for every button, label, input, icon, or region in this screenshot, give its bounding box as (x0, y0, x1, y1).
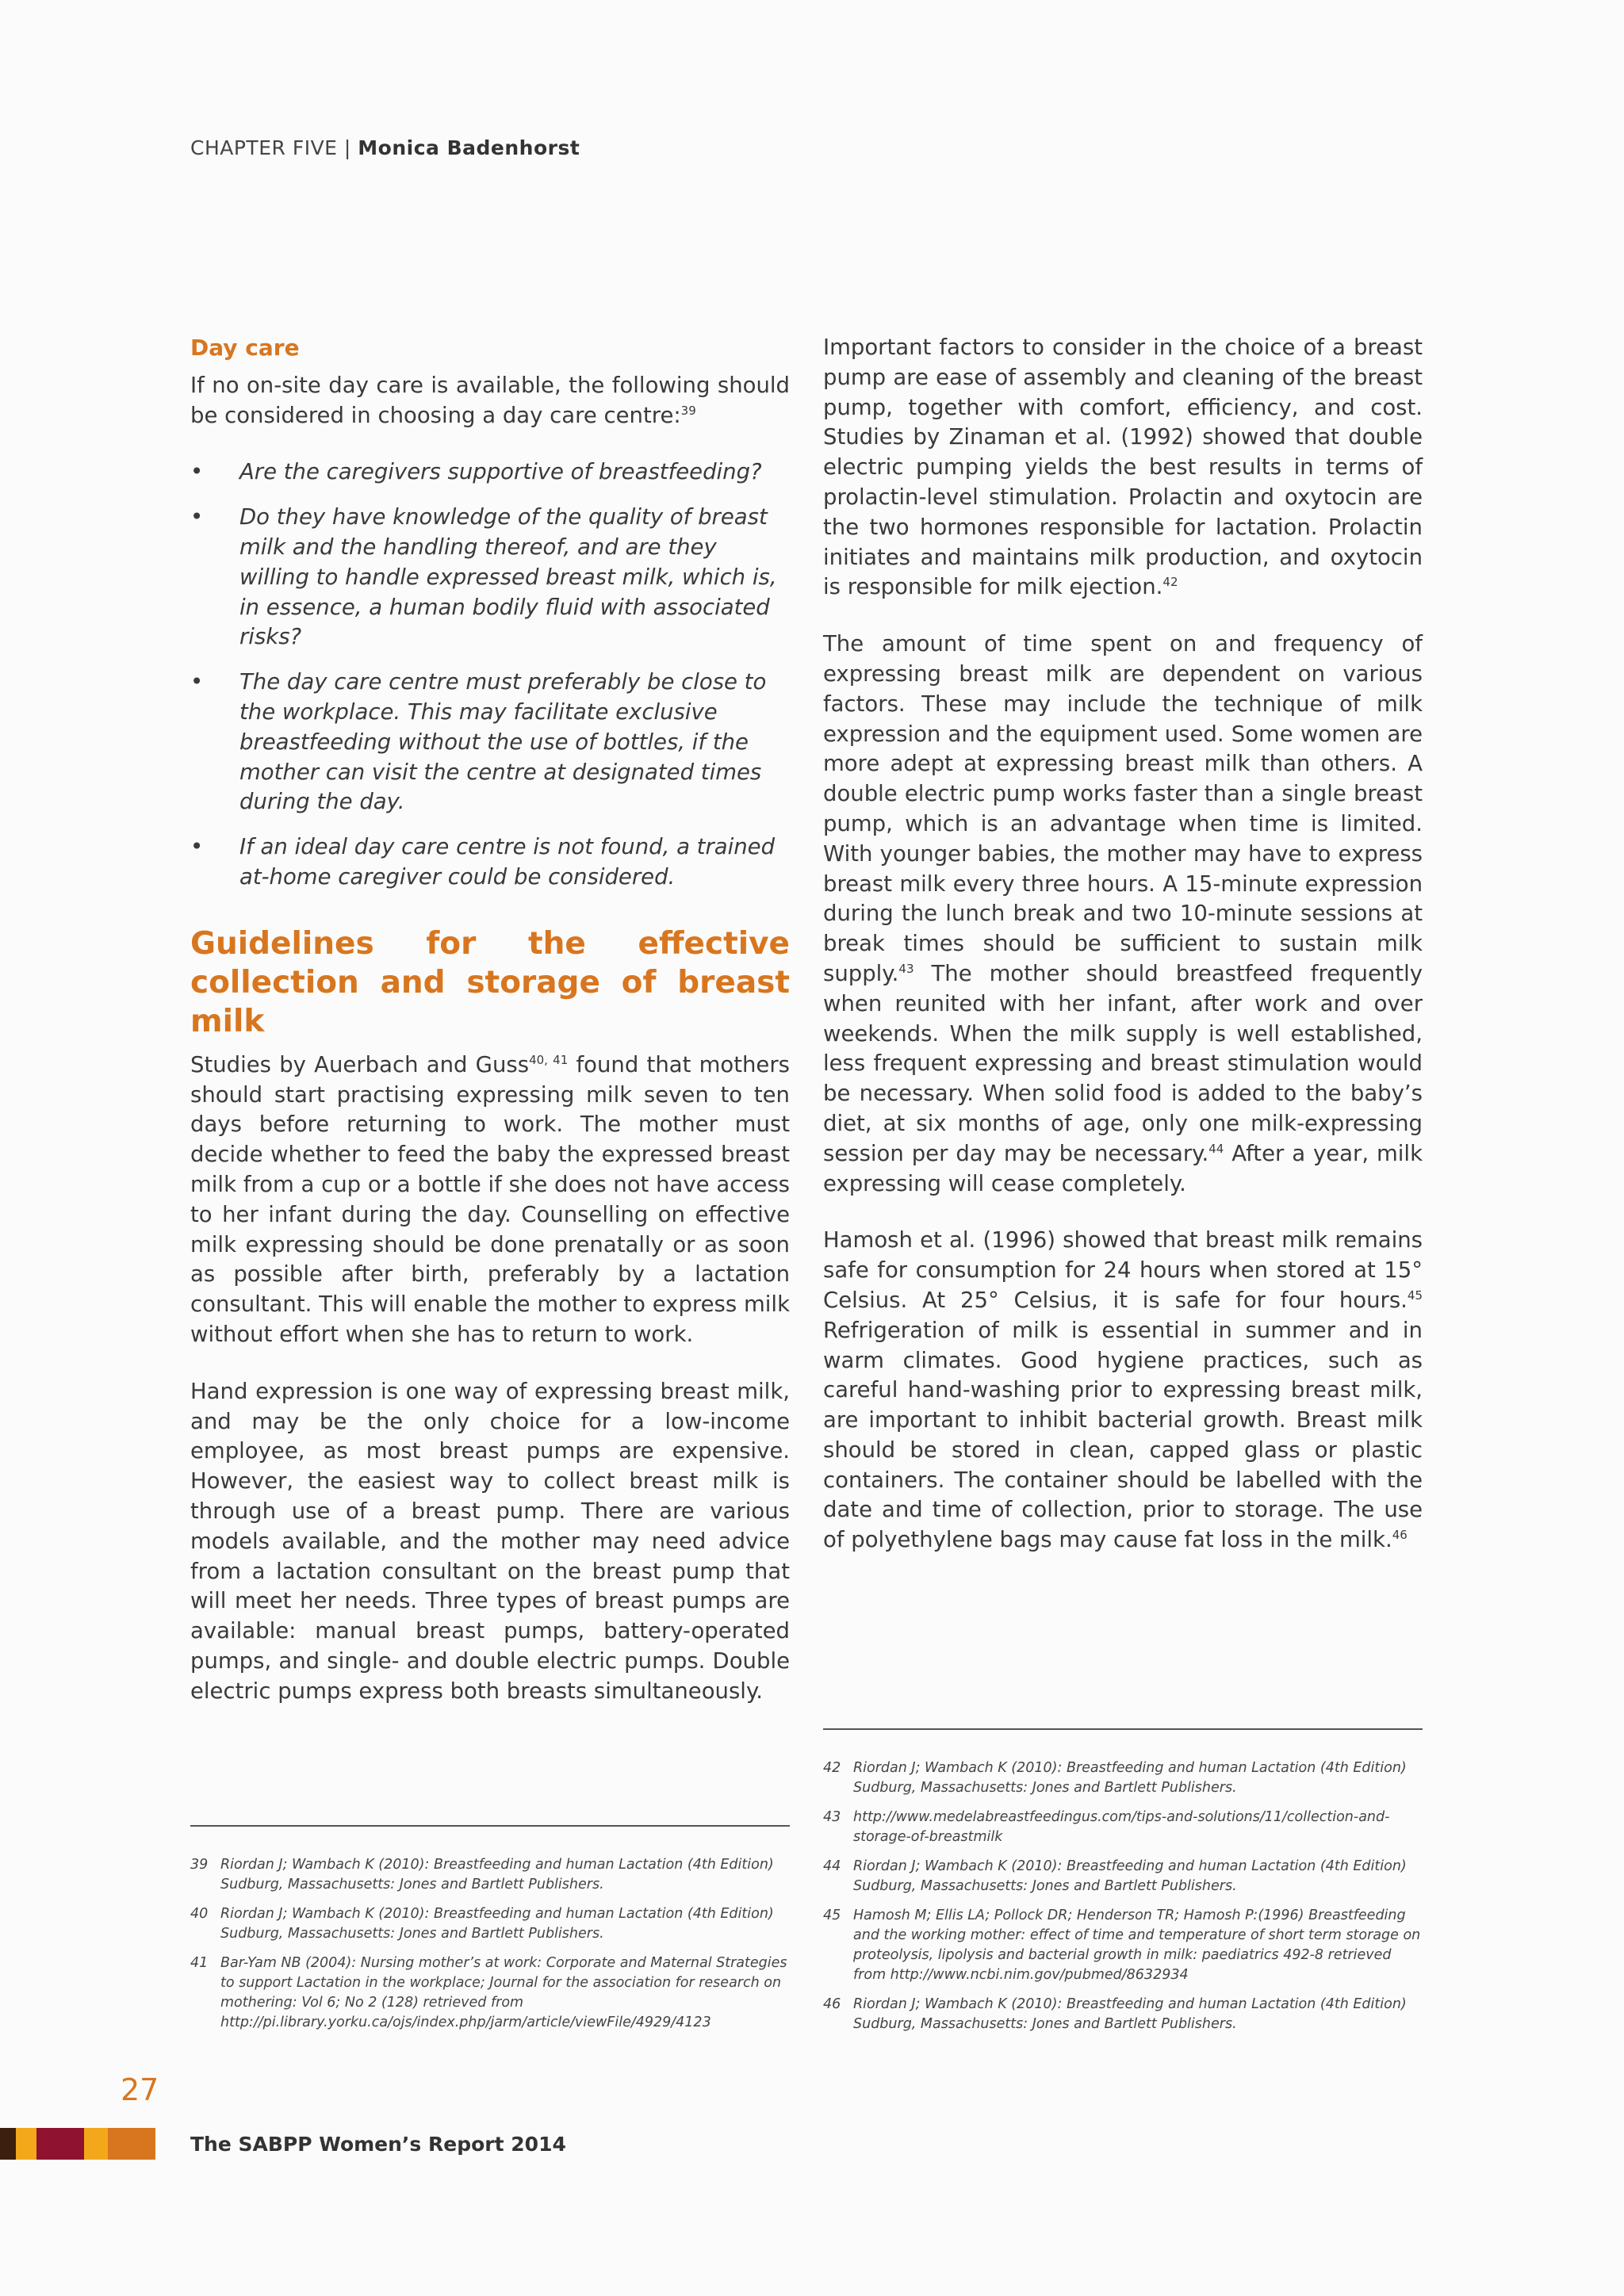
body-paragraph (823, 333, 1423, 603)
body-paragraph (190, 1050, 790, 1350)
footnote-item (823, 1857, 1423, 1896)
footnote-item (190, 1855, 790, 1895)
checklist-item: • Do they have knowledge of the quality of breast milk and the handling thereof, and are they willing to handle expressed breast milk, which is, in essence, a human bodily fluid with associated risks? (190, 503, 790, 652)
footnote-ref: 44 (1208, 1141, 1224, 1156)
footnote-number: 44 (823, 1858, 841, 1874)
stripe-block (108, 2128, 155, 2160)
chapter-label: CHAPTER FIVE (190, 136, 338, 159)
stripe-block (16, 2128, 36, 2160)
stripe-block (84, 2128, 108, 2160)
author-name: Monica Badenhorst (358, 136, 580, 159)
body-paragraph (823, 629, 1423, 1199)
checklist-item: • The day care centre must preferably be close to the workplace. This may facilitate exclusive breastfeeding without the use of bottles, if the mother can visit the centre at designated times during the day. (190, 668, 790, 817)
paragraph-text: The amount of time spent on and frequency of expressing breast milk are dependent on various factors. These may include the technique of milk expression and the equipment used. Some women are more adept at expressing breast milk than others. A double electric pump works faster than a single breast pump, which is an advantage when time is limited. With younger babies, the mother may have to express breast milk every three hours. A 15-minute expression during the lunch break and two 10-minute sessions at break times should be sufficient to sustain milk supply. (823, 631, 1423, 986)
daycare-heading: Day care (190, 335, 300, 361)
footnote-number: 39 (190, 1857, 209, 1873)
footnote-number: 43 (823, 1809, 841, 1825)
footnote-item (190, 1904, 790, 1944)
checklist-item: • If an ideal day care centre is not found, a trained at-home caregiver could be considered. (190, 832, 790, 893)
footnote-text: Hamosh M; Ellis LA; Pollock DR; Henderson TR; Hamosh P:(1996) Breastfeeding and the working mother: effect of time and temperature of short term storage on proteolysis, lipolysis and bacterial growth in milk: paediatrics 492-8 retrieved from http://www.ncbi.nim.gov/pubmed/8632934 (853, 1908, 1421, 1983)
footnote-number: 42 (823, 1760, 841, 1776)
footnote-text: Bar-Yam NB (2004): Nursing mother’s at work: Corporate and Maternal Strategies to support Lactation in the workplace; Journal for the association for research on mothering: Vol 6; No 2 (128) retrieved from http://pi.library.yorku.ca/ojs/index.php/jarm/article/viewFile/4929/4123 (220, 1955, 787, 2030)
checklist-item: • Are the caregivers supportive of breastfeeding? (190, 457, 790, 488)
footnote-text: Riordan J; Wambach K (2010): Breastfeeding and human Lactation (4th Edition) Sudburg, Massachusetts: Jones and Bartlett Publishers. (853, 1996, 1407, 2032)
footnote-text: Riordan J; Wambach K (2010): Breastfeeding and human Lactation (4th Edition) Sudburg, Massachusetts: Jones and Bartlett Publishers. (853, 1760, 1407, 1796)
body-paragraph: Hand expression is one way of expressing breast milk, and may be the only choice for a low-income employee, as most breast pumps are expensive. However, the easiest way to collect breast milk is through use of a breast pump. There are various models available, and the mother may need advice from a lactation consultant on the breast pump that will meet her needs. Three types of breast pumps are available: manual breast pumps, battery-operated pumps, and single- and double electric pumps. Double electric pumps express both breasts simultaneously. (190, 1378, 790, 1704)
page-number: 27 (121, 2072, 159, 2107)
footnotes-left (190, 1855, 790, 2042)
footnote-item (190, 1954, 790, 2033)
footnote-item (823, 1808, 1423, 1847)
paragraph-text: The mother should breastfeed frequently when reunited with her infant, after work and over weekends. When the milk supply is well established, less frequent expressing and breast stimulation would be necessary. When solid food is added to the baby’s diet, at six months of age, only one milk-expressing session per day may be necessary. (823, 960, 1423, 1166)
stripe-block (0, 2128, 16, 2160)
chapter-header (190, 136, 580, 159)
footnote-number: 45 (823, 1908, 841, 1923)
body-paragraph (823, 1226, 1423, 1556)
footnote-ref: 42 (1162, 575, 1178, 590)
footnote-item (823, 1995, 1423, 2034)
paragraph-text: After a year, milk expressing will cease completely. (823, 1140, 1423, 1196)
right-column (823, 333, 1423, 1582)
footnote-item (823, 1758, 1423, 1798)
footnote-ref: 46 (1392, 1528, 1408, 1543)
footnote-text: http://www.medelabreastfeedingus.com/tips-and-solutions/11/collection-and-storage-of-breastmilk (853, 1809, 1390, 1845)
guidelines-heading: Guidelines for the effective collection and storage of breast milk (190, 925, 790, 1039)
paragraph-text: Hamosh et al. (1996) showed that breast milk remains safe for consumption for 24 hours when stored at 15° Celsius. At 25° Celsius, it is safe for four hours. (823, 1227, 1423, 1313)
left-column (190, 333, 790, 1733)
footnote-ref: 40, 41 (529, 1052, 569, 1067)
header-separator: | (337, 136, 358, 159)
footnote-text: Riordan J; Wambach K (2010): Breastfeeding and human Lactation (4th Edition) Sudburg, Massachusetts: Jones and Bartlett Publishers. (853, 1858, 1407, 1894)
footnote-ref: 39 (680, 403, 696, 418)
daycare-checklist (190, 457, 790, 892)
paragraph-text: found that mothers should start practising expressing milk seven to ten days before returning to work. The mother must decide whether to feed the baby the expressed breast milk from a cup or a bottle if she does not have access to her infant during the day. Counselling on effective milk expressing should be done prenatally or as soon as possible after birth, preferably by a lactation consultant. This will enable the mother to express milk without effort when she has to return to work. (190, 1051, 790, 1347)
paragraph-text: Important factors to consider in the choice of a breast pump are ease of assembly and cleaning of the breast pump, together with comfort, efficiency, and cost. Studies by Zinaman et al. (1992) showed that double electric pumping yields the best results in terms of prolactin-level stimulation. Prolactin and oxytocin are the two hormones responsible for lactation. Prolactin initiates and maintains milk production, and oxytocin is responsible for milk ejection. (823, 335, 1423, 600)
footnote-item (823, 1906, 1423, 1985)
report-title: The SABPP Women’s Report 2014 (190, 2133, 566, 2156)
footnote-ref: 43 (898, 961, 914, 976)
daycare-intro-text: If no on-site day care is available, the following should be considered in choosing a day care centre: (190, 372, 790, 428)
daycare-intro (190, 371, 790, 431)
footnote-text: Riordan J; Wambach K (2010): Breastfeeding and human Lactation (4th Edition) Sudburg, Massachusetts: Jones and Bartlett Publishers. (220, 1906, 774, 1942)
footnote-divider (190, 1825, 790, 1827)
footnote-ref: 45 (1407, 1288, 1423, 1303)
paragraph-text: Refrigeration of milk is essential in summer and in warm climates. Good hygiene practices, such as careful hand-washing prior to expressing breast milk, are important to inhibit bacterial growth. Breast milk should be stored in clean, capped glass or plastic containers. The container should be labelled with the date and time of collection, prior to storage. The use of polyethylene bags may cause fat loss in the milk. (823, 1317, 1423, 1553)
footnote-divider (823, 1728, 1423, 1730)
footnote-number: 40 (190, 1906, 209, 1922)
footnote-number: 46 (823, 1996, 841, 2012)
paragraph-text: Studies by Auerbach and Guss (190, 1051, 530, 1077)
footnote-text: Riordan J; Wambach K (2010): Breastfeeding and human Lactation (4th Edition) Sudburg, Massachusetts: Jones and Bartlett Publishers. (220, 1857, 774, 1892)
footnotes-right (823, 1758, 1423, 2044)
stripe-block (36, 2128, 84, 2160)
footnote-number: 41 (190, 1955, 209, 1971)
